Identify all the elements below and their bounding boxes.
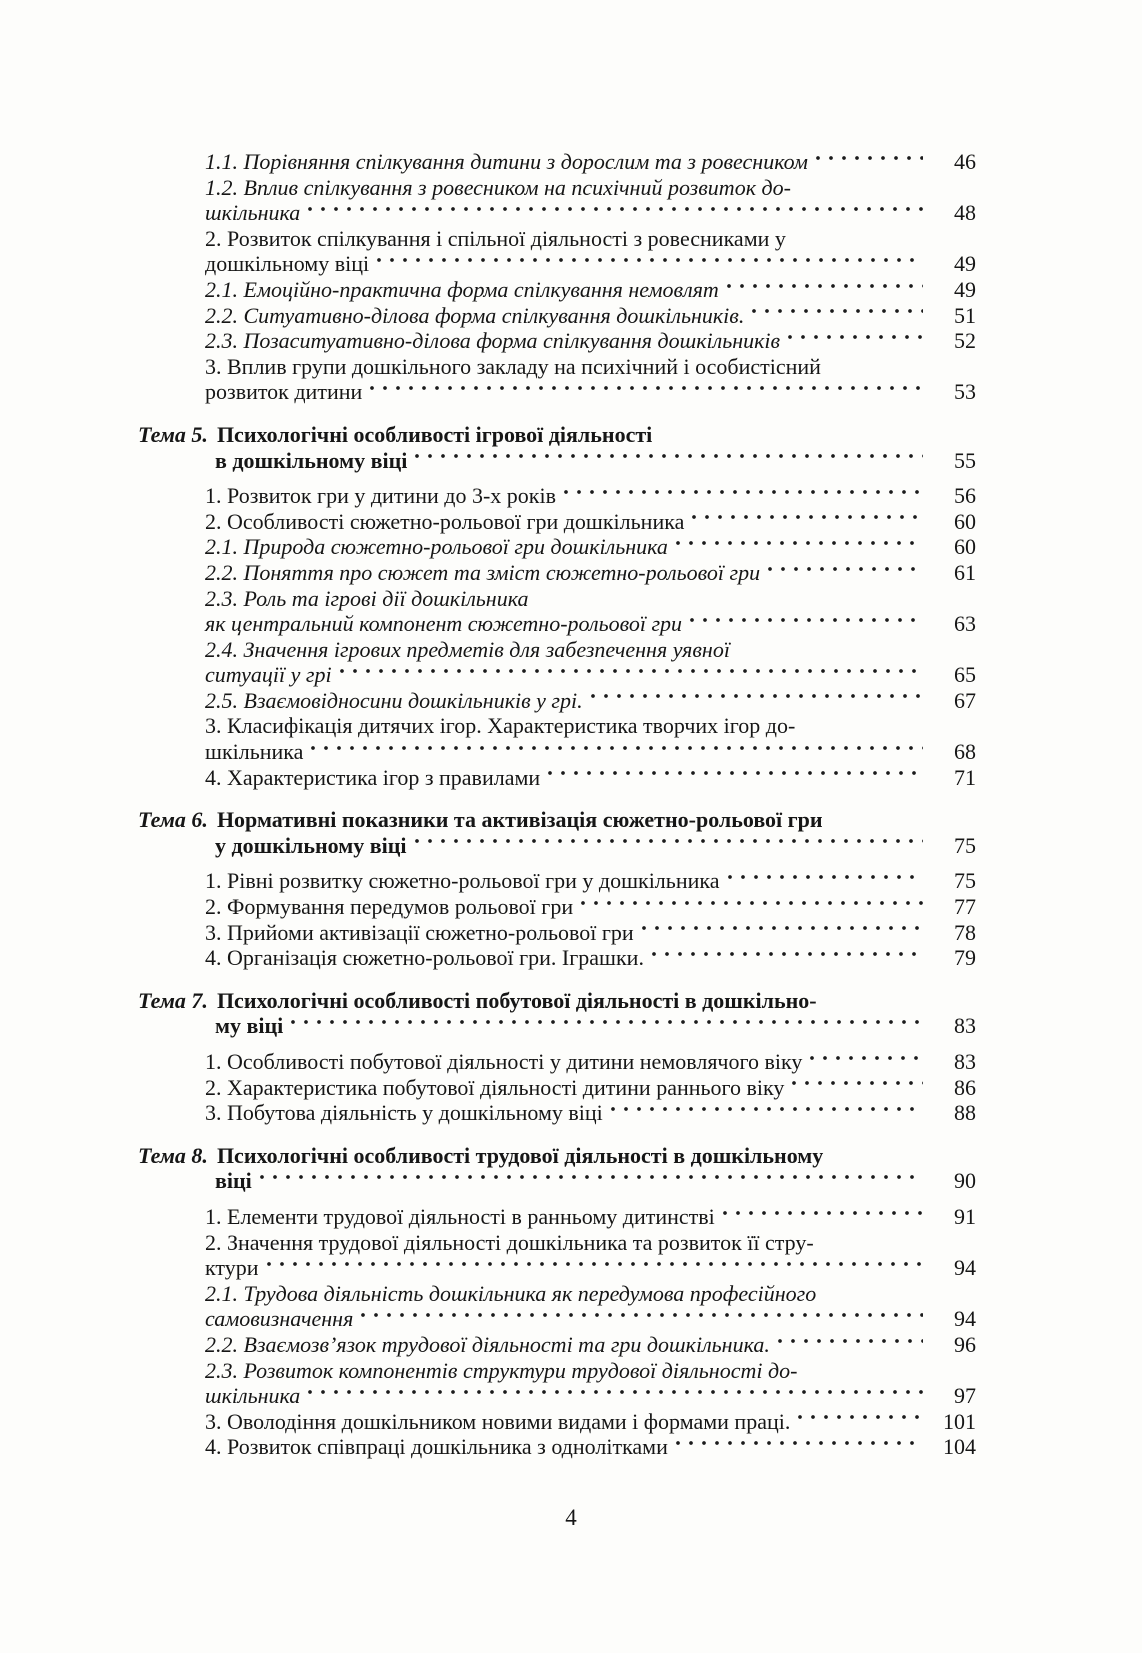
page-number: 61 — [954, 559, 976, 585]
entry-text: му віці — [215, 1013, 284, 1039]
entry-line — [138, 175, 976, 201]
topic-label: Тема 6. — [138, 807, 208, 833]
entry-line — [138, 807, 976, 833]
entry-line — [138, 713, 976, 739]
entry-text: 2.2. Взаємозв’язок трудової діяльності та гри дошкільника. — [205, 1331, 770, 1357]
page-number: 51 — [954, 302, 976, 328]
page-number: 68 — [954, 739, 976, 765]
entry-line — [138, 226, 976, 252]
toc-item-entry — [138, 277, 976, 303]
toc-item-entry — [138, 175, 976, 226]
entry-text: 1. Рівні розвитку сюжетно-рольової гри у дошкільника — [205, 868, 720, 894]
entry-text: 2.4. Значення ігрових предметів для забезпечення уявної — [205, 636, 730, 662]
toc-item-entry — [138, 1434, 976, 1460]
entry-text: 2.2. Ситуативно-ділова форма спілкування дошкільників. — [205, 302, 745, 328]
entry-line — [138, 1358, 976, 1384]
topic-label: Тема 5. — [138, 421, 208, 447]
entry-line — [138, 1281, 976, 1307]
entry-line — [138, 894, 976, 920]
page-number: 90 — [954, 1168, 976, 1194]
toc-item-entry — [138, 1100, 976, 1126]
entry-line — [138, 1409, 976, 1435]
entry-text: шкільника — [205, 200, 301, 226]
page-number: 101 — [943, 1408, 976, 1434]
entry-text: 3. Прийоми активізації сюжетно-рольової гри — [205, 919, 634, 945]
page-number: 94 — [954, 1306, 976, 1332]
entry-text: 2.5. Взаємовідносини дошкільників у грі. — [205, 687, 583, 713]
entry-text: Психологічні особливості ігрової діяльності — [216, 421, 653, 447]
dot-leader — [815, 155, 923, 175]
entry-line — [138, 149, 976, 175]
toc-item-entry — [138, 483, 976, 509]
dot-leader — [376, 257, 923, 277]
entry-text: Нормативні показники та активізація сюжетно-рольової гри — [216, 807, 823, 833]
dot-leader — [767, 566, 923, 586]
entry-text: ситуації у грі — [205, 662, 332, 688]
page-number: 60 — [954, 508, 976, 534]
entry-line — [138, 1306, 976, 1332]
entry-line — [138, 534, 976, 560]
page-number: 56 — [954, 483, 976, 509]
dot-leader — [580, 900, 923, 920]
dot-leader — [339, 668, 923, 688]
entry-text: самовизначення — [205, 1306, 354, 1332]
dot-leader — [547, 770, 923, 790]
dot-leader — [675, 1440, 923, 1460]
entry-text: шкільника — [205, 1383, 301, 1409]
dot-leader — [610, 1106, 923, 1126]
entry-text: розвиток дитини — [205, 379, 363, 405]
page-number: 75 — [954, 868, 976, 894]
toc-item-entry — [138, 1204, 976, 1230]
page-number: 97 — [954, 1383, 976, 1409]
entry-text: 1. Елементи трудової діяльності в ранньому дитинстві — [205, 1203, 715, 1229]
dot-leader — [727, 874, 924, 894]
toc-item-entry — [138, 920, 976, 946]
entry-text: 2.2. Поняття про сюжет та зміст сюжетно-рольової гри — [205, 559, 761, 585]
entry-text: 4. Організація сюжетно-рольової гри. Іграшки. — [205, 945, 644, 971]
toc-item-entry — [138, 509, 976, 535]
dot-leader — [414, 838, 924, 858]
dot-leader — [360, 1312, 923, 1332]
entry-line — [138, 277, 976, 303]
page-number: 78 — [954, 919, 976, 945]
page-number: 49 — [954, 276, 976, 302]
entry-line — [138, 637, 976, 663]
dot-leader — [675, 540, 923, 560]
page-number: 65 — [954, 662, 976, 688]
dot-leader — [369, 385, 923, 405]
toc-item-entry — [138, 637, 976, 688]
dot-leader — [809, 1055, 923, 1075]
toc-topic-entry — [138, 807, 976, 858]
toc-list — [138, 149, 976, 1460]
entry-text: 3. Побутова діяльність у дошкільному віці — [205, 1100, 603, 1126]
entry-line — [138, 1434, 976, 1460]
page-number: 48 — [954, 200, 976, 226]
page-number: 91 — [954, 1203, 976, 1229]
toc-item-entry — [138, 894, 976, 920]
entry-line — [138, 1075, 976, 1101]
entry-line — [138, 662, 976, 688]
entry-line — [138, 1255, 976, 1281]
entry-line — [138, 422, 976, 448]
entry-text: 2. Значення трудової діяльності дошкільника та розвиток її стру- — [205, 1229, 814, 1255]
dot-leader — [310, 745, 923, 765]
toc-item-entry — [138, 303, 976, 329]
entry-text: як центральний компонент сюжетно-рольової гри — [205, 611, 683, 637]
dot-leader — [307, 1389, 923, 1409]
entry-text: 2. Формування передумов рольової гри — [205, 894, 574, 920]
entry-line — [138, 688, 976, 714]
entry-text: шкільника — [205, 739, 304, 765]
toc-item-entry — [138, 1049, 976, 1075]
entry-text: 1. Розвиток гри у дитини до 3-х років — [205, 483, 556, 509]
entry-line — [138, 765, 976, 791]
dot-leader — [641, 925, 923, 945]
page-number: 46 — [954, 149, 976, 174]
entry-line — [138, 920, 976, 946]
dot-leader — [791, 1080, 923, 1100]
page-number: 86 — [954, 1074, 976, 1100]
entry-line — [138, 328, 976, 354]
toc-item-entry — [138, 1075, 976, 1101]
dot-leader — [414, 453, 923, 473]
entry-text: Психологічні особливості трудової діяльності в дошкільному — [216, 1142, 824, 1168]
dot-leader — [259, 1174, 923, 1194]
toc-item-entry — [138, 765, 976, 791]
page-footer-number: 4 — [565, 1505, 577, 1530]
dot-leader — [290, 1019, 923, 1039]
toc-topic-entry — [138, 422, 976, 473]
entry-line — [138, 1013, 976, 1039]
dot-leader — [266, 1261, 924, 1281]
toc-item-entry — [138, 1409, 976, 1435]
page-number: 83 — [954, 1013, 976, 1039]
page-number: 71 — [954, 764, 976, 790]
entry-line — [138, 988, 976, 1014]
dot-leader — [307, 206, 923, 226]
entry-text: 1.1. Порівняння спілкування дитини з дорослим та з ровесником — [205, 149, 808, 174]
entry-text: Психологічні особливості побутової діяльності в дошкільно- — [216, 987, 817, 1013]
entry-line — [138, 739, 976, 765]
entry-text: 1.2. Вплив спілкування з ровесником на психічний розвиток до- — [205, 174, 791, 200]
page-number: 63 — [954, 611, 976, 637]
toc-item-entry — [138, 534, 976, 560]
entry-line — [138, 945, 976, 971]
page-number: 67 — [954, 687, 976, 713]
entry-line — [138, 868, 976, 894]
entry-line — [138, 1100, 976, 1126]
entry-text: 3. Вплив групи дошкільного закладу на психічний і особистісний — [205, 353, 821, 379]
toc-item-entry — [138, 1332, 976, 1358]
toc-item-entry — [138, 945, 976, 971]
topic-label: Тема 8. — [138, 1142, 208, 1168]
toc-topic-entry — [138, 1143, 976, 1194]
page-number: 104 — [943, 1434, 976, 1460]
toc-item-entry — [138, 713, 976, 764]
entry-line — [138, 1383, 976, 1409]
topic-label: Тема 7. — [138, 987, 208, 1013]
entry-text: ктури — [205, 1255, 259, 1281]
entry-line — [138, 586, 976, 612]
entry-text: 4. Розвиток співпраці дошкільника з однолітками — [205, 1434, 668, 1460]
dot-leader — [787, 334, 923, 354]
dot-leader — [777, 1338, 923, 1358]
entry-text: 2.1. Емоційно-практична форма спілкування немовлят — [205, 276, 719, 302]
entry-line — [138, 1204, 976, 1230]
toc-item-entry — [138, 688, 976, 714]
entry-line — [138, 483, 976, 509]
entry-line — [138, 354, 976, 380]
page-number: 79 — [954, 945, 976, 971]
entry-line — [138, 1168, 976, 1194]
entry-text: 4. Характеристика ігор з правилами — [205, 764, 541, 790]
entry-text: в дошкільному віці — [215, 447, 408, 473]
toc-item-entry — [138, 1281, 976, 1332]
dot-leader — [590, 693, 923, 713]
entry-line — [138, 1230, 976, 1256]
toc-item-entry — [138, 149, 976, 175]
dot-leader — [726, 283, 923, 303]
entry-line — [138, 1049, 976, 1075]
entry-text: 2.1. Природа сюжетно-рольової гри дошкільника — [205, 534, 668, 560]
entry-text: 2.3. Розвиток компонентів структури трудової діяльності до- — [205, 1357, 798, 1383]
page-number: 52 — [954, 328, 976, 354]
page-number: 83 — [954, 1049, 976, 1074]
dot-leader — [691, 514, 923, 534]
page-number: 75 — [954, 832, 976, 858]
dot-leader — [651, 951, 923, 971]
dot-leader — [797, 1414, 923, 1434]
entry-line — [138, 303, 976, 329]
entry-text: віці — [215, 1168, 252, 1194]
dot-leader — [563, 489, 923, 509]
page-number: 49 — [954, 251, 976, 277]
entry-line — [138, 1332, 976, 1358]
dot-leader — [689, 617, 923, 637]
entry-line — [138, 560, 976, 586]
entry-line — [138, 509, 976, 535]
entry-line — [138, 200, 976, 226]
entry-text: 3. Класифікація дитячих ігор. Характеристика творчих ігор до- — [205, 713, 796, 739]
entry-text: 2.1. Трудова діяльність дошкільника як передумова професійного — [205, 1280, 817, 1306]
dot-leader — [722, 1210, 923, 1230]
page-number: 94 — [954, 1255, 976, 1281]
entry-text: 2. Характеристика побутової діяльності дитини раннього віку — [205, 1074, 785, 1100]
toc-item-entry — [138, 560, 976, 586]
page-number: 77 — [954, 894, 976, 920]
entry-line — [138, 1143, 976, 1169]
entry-text: 1. Особливості побутової діяльності у дитини немовлячого віку — [205, 1049, 803, 1074]
entry-text: дошкільному віці — [205, 251, 370, 277]
toc-item-entry — [138, 868, 976, 894]
entry-text: 2. Розвиток спілкування і спільної діяльності з ровесниками у — [205, 225, 786, 251]
toc-item-entry — [138, 354, 976, 405]
dot-leader — [751, 308, 923, 328]
entry-line — [138, 379, 976, 405]
page-number: 88 — [954, 1100, 976, 1126]
entry-text: 3. Оволодіння дошкільником новими видами і формами праці. — [205, 1408, 791, 1434]
toc-item-entry — [138, 328, 976, 354]
entry-text: 2.3. Позаситуативно-ділова форма спілкування дошкільників — [205, 328, 781, 354]
page-number: 55 — [954, 447, 976, 473]
toc-item-entry — [138, 226, 976, 277]
entry-text: у дошкільному віці — [215, 832, 407, 858]
page-number: 60 — [954, 534, 976, 560]
toc-item-entry — [138, 1358, 976, 1409]
entry-line — [138, 833, 976, 859]
toc-topic-entry — [138, 988, 976, 1039]
entry-line — [138, 611, 976, 637]
page-number: 53 — [954, 379, 976, 405]
toc-item-entry — [138, 1230, 976, 1281]
entry-line — [138, 251, 976, 277]
page-number: 96 — [954, 1331, 976, 1357]
toc-item-entry — [138, 586, 976, 637]
entry-line — [138, 448, 976, 474]
entry-text: 2. Особливості сюжетно-рольової гри дошкільника — [205, 508, 685, 534]
entry-text: 2.3. Роль та ігрові дії дошкільника — [205, 585, 529, 611]
